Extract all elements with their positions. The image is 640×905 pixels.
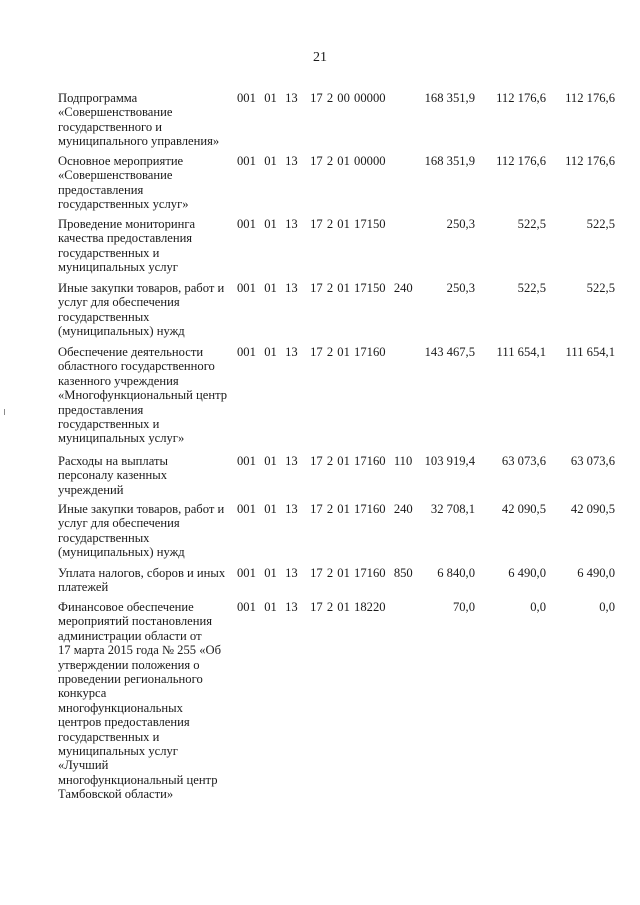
- row-name: Основное мероприятие «Совершенствование предоставления государственных услуг»: [58, 154, 189, 212]
- row-name: Подпрограмма «Совершенствование государственного и муниципального управления»: [58, 91, 220, 149]
- row-value-2: 522,5: [517, 281, 546, 295]
- row-value-3: 111 654,1: [565, 345, 615, 359]
- row-value-2: 112 176,6: [496, 154, 546, 168]
- row-value-3: 0,0: [599, 600, 615, 614]
- row-value-1: 103 919,4: [424, 454, 475, 468]
- row-code: 001 01 13 17 2 00 00000: [237, 91, 386, 105]
- row-value-2: 0,0: [530, 600, 546, 614]
- row-code: 001 01 13 17 2 01 17160 110: [237, 454, 413, 468]
- row-name: Проведение мониторинга качества предоставления государственных и муниципальных услуг: [58, 217, 196, 275]
- margin-mark: [4, 409, 5, 415]
- row-code: 001 01 13 17 2 01 17150: [237, 217, 386, 231]
- row-value-1: 168 351,9: [424, 154, 475, 168]
- row-name: Расходы на выплаты персоналу казенных учреждений: [58, 454, 168, 497]
- page-number: 21: [313, 50, 327, 65]
- row-value-1: 6 840,0: [437, 566, 475, 580]
- row-value-2: 6 490,0: [508, 566, 546, 580]
- row-value-2: 522,5: [517, 217, 546, 231]
- row-code: 001 01 13 17 2 01 17160: [237, 345, 386, 359]
- row-value-1: 250,3: [446, 281, 475, 295]
- row-code: 001 01 13 17 2 01 18220: [237, 600, 386, 614]
- row-code: 001 01 13 17 2 01 17160 240: [237, 502, 413, 516]
- row-value-2: 42 090,5: [501, 502, 546, 516]
- row-value-1: 143 467,5: [424, 345, 475, 359]
- row-value-1: 70,0: [452, 600, 475, 614]
- row-name: Уплата налогов, сборов и иных платежей: [58, 566, 226, 595]
- row-name: Обеспечение деятельности областного государственного казенного учреждения «Многофункциональный центр предоставления государственных и муниципальных услуг»: [58, 345, 228, 446]
- row-value-1: 250,3: [446, 217, 475, 231]
- row-name: Иные закупки товаров, работ и услуг для обеспечения государственных (муниципальных) нужд: [58, 281, 225, 339]
- row-code: 001 01 13 17 2 01 17150 240: [237, 281, 413, 295]
- row-name: Финансовое обеспечение мероприятий постановления администрации области от 17 марта 2015 года № 255 «Об утверждении положения о проведении регионального конкурса многофункциональных центров предоставления государственных и муниципальных услуг «Лучший многофункциональный центр Тамбовской области»: [58, 600, 222, 802]
- row-value-3: 112 176,6: [565, 91, 615, 105]
- row-value-3: 522,5: [586, 281, 615, 295]
- row-value-3: 112 176,6: [565, 154, 615, 168]
- row-value-2: 63 073,6: [501, 454, 546, 468]
- row-value-2: 111 654,1: [496, 345, 546, 359]
- row-value-3: 6 490,0: [577, 566, 615, 580]
- row-value-3: 63 073,6: [570, 454, 615, 468]
- row-value-3: 42 090,5: [570, 502, 615, 516]
- row-code: 001 01 13 17 2 01 17160 850: [237, 566, 413, 580]
- row-name: Иные закупки товаров, работ и услуг для обеспечения государственных (муниципальных) нужд: [58, 502, 225, 560]
- row-value-1: 32 708,1: [430, 502, 475, 516]
- row-value-3: 522,5: [586, 217, 615, 231]
- row-code: 001 01 13 17 2 01 00000: [237, 154, 386, 168]
- row-value-2: 112 176,6: [496, 91, 546, 105]
- row-value-1: 168 351,9: [424, 91, 475, 105]
